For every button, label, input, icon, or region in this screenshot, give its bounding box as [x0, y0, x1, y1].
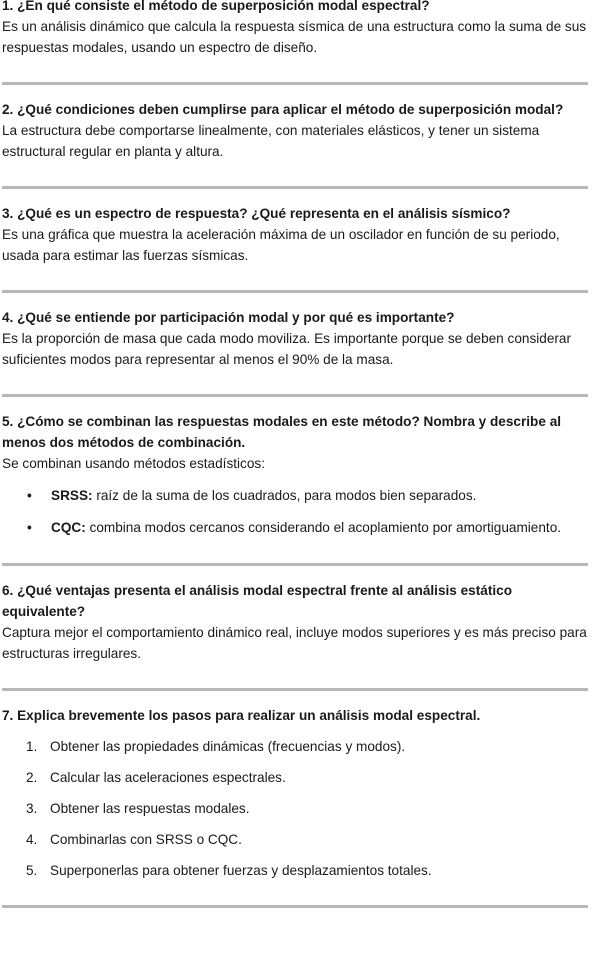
- question-5: 5. ¿Cómo se combinan las respuestas modales en este método? Nombra y describe al menos dos métodos de combinación.: [2, 414, 562, 450]
- question-1: 1. ¿En qué consiste el método de superposición modal espectral?: [2, 0, 430, 13]
- steps-list: [2, 736, 588, 881]
- list-item: [2, 829, 588, 850]
- divider: [2, 905, 588, 908]
- divider: [2, 563, 588, 566]
- list-item: [2, 517, 588, 538]
- section-4: [2, 307, 588, 370]
- list-item: [2, 798, 588, 819]
- question-7: 7. Explica brevemente los pasos para realizar un análisis modal espectral.: [2, 708, 481, 723]
- question-4: 4. ¿Qué se entiende por participación modal y por qué es importante?: [2, 310, 455, 325]
- step-number: 3.: [26, 801, 38, 816]
- section-1: [2, 0, 588, 58]
- question-3: 3. ¿Qué es un espectro de respuesta? ¿Qué representa en el análisis sísmico?: [2, 206, 511, 221]
- combination-methods-list: [2, 485, 588, 538]
- question-6: 6. ¿Qué ventajas presenta el análisis modal espectral frente al análisis estático equivalente?: [2, 583, 512, 619]
- list-item: [2, 736, 588, 757]
- section-2: [2, 99, 588, 162]
- section-7: [2, 705, 588, 881]
- step-text: Calcular las aceleraciones espectrales.: [50, 770, 286, 785]
- section-6: [2, 580, 588, 664]
- bullet-term: SRSS:: [51, 488, 93, 503]
- section-3: [2, 203, 588, 266]
- answer-5: Se combinan usando métodos estadísticos:: [2, 456, 265, 471]
- step-number: 2.: [26, 770, 38, 785]
- step-text: Obtener las propiedades dinámicas (frecuencias y modos).: [50, 739, 406, 754]
- step-text: Superponerlas para obtener fuerzas y desplazamientos totales.: [50, 863, 432, 878]
- step-number: 1.: [26, 739, 38, 754]
- list-item: [2, 860, 588, 881]
- answer-3: Es una gráfica que muestra la aceleración máxima de un oscilador en función de su periodo, usada para estimar las fuerzas sísmicas.: [2, 227, 560, 263]
- step-text: Obtener las respuestas modales.: [50, 801, 250, 816]
- divider: [2, 186, 588, 189]
- divider: [2, 394, 588, 397]
- divider: [2, 688, 588, 691]
- step-text: Combinarlas con SRSS o CQC.: [50, 832, 242, 847]
- step-number: 4.: [26, 832, 38, 847]
- question-2: 2. ¿Qué condiciones deben cumplirse para aplicar el método de superposición modal?: [2, 102, 564, 117]
- list-item: [2, 767, 588, 788]
- divider: [2, 290, 588, 293]
- bullet-term: CQC:: [51, 520, 86, 535]
- bullet-text: raíz de la suma de los cuadrados, para modos bien separados.: [92, 488, 477, 503]
- bullet-text: combina modos cercanos considerando el acoplamiento por amortiguamiento.: [85, 520, 562, 535]
- answer-6: Captura mejor el comportamiento dinámico real, incluye modos superiores y es más preciso para estructuras irregulares.: [2, 625, 587, 661]
- list-item: [2, 485, 588, 506]
- answer-1: Es un análisis dinámico que calcula la respuesta sísmica de una estructura como la suma de sus respuestas modales, usando un espectro de diseño.: [2, 19, 587, 55]
- answer-2: La estructura debe comportarse linealmente, con materiales elásticos, y tener un sistema estructural regular en planta y altura.: [2, 123, 540, 159]
- section-5: [2, 411, 588, 538]
- step-number: 5.: [26, 863, 38, 878]
- divider: [2, 82, 588, 85]
- answer-4: Es la proporción de masa que cada modo moviliza. Es importante porque se deben considerar suficientes modos para representar al menos el 90% de la masa.: [2, 331, 571, 367]
